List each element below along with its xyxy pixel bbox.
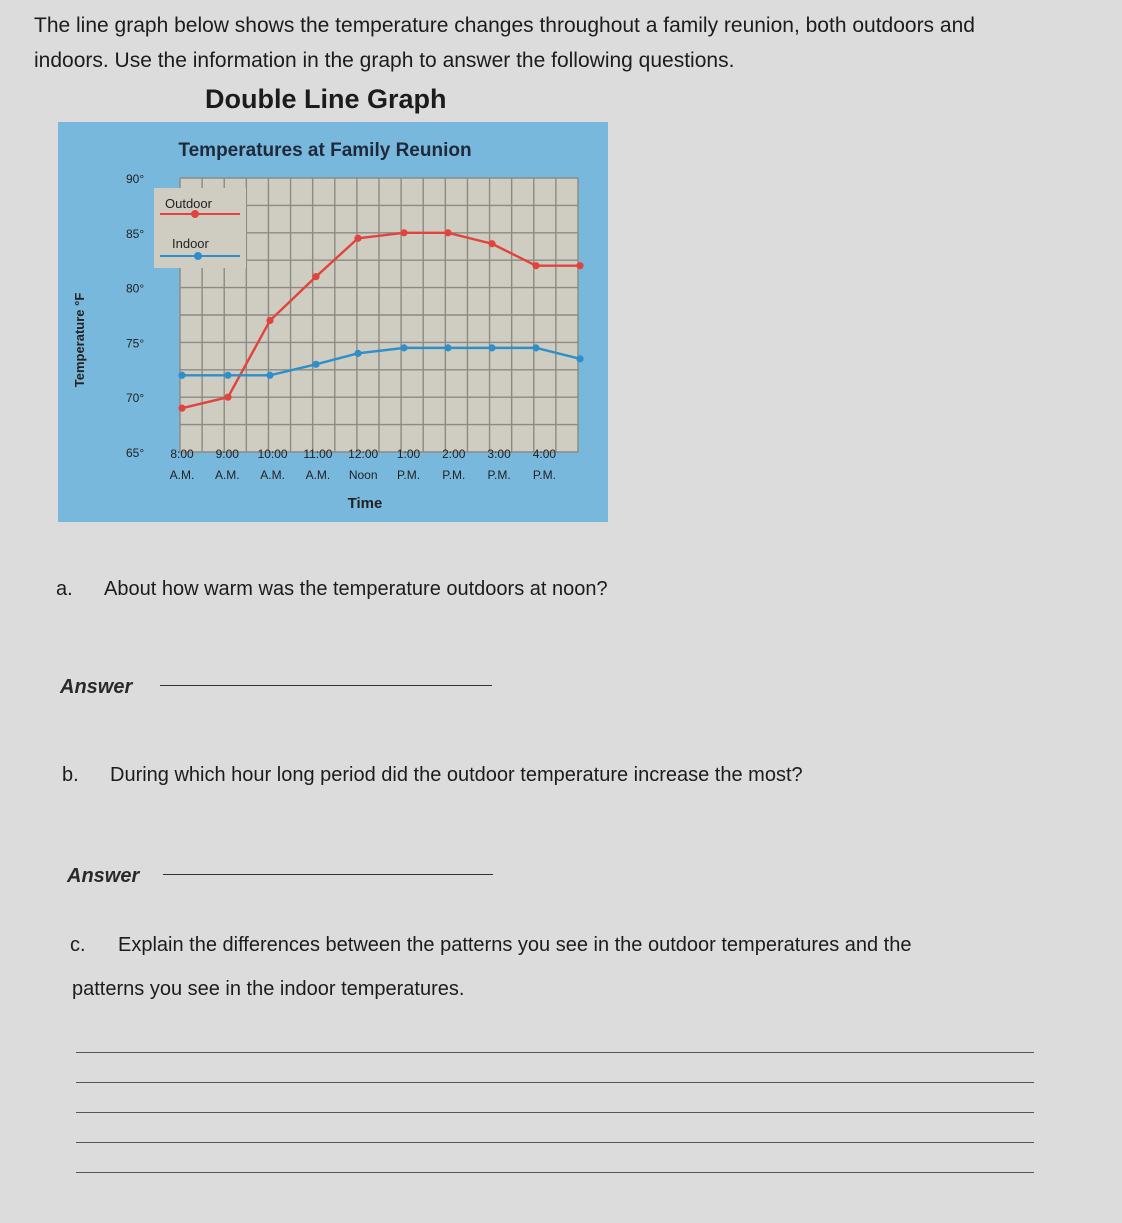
question-c bbox=[70, 934, 912, 957]
writing-line-2[interactable] bbox=[76, 1082, 1034, 1083]
y-axis-label: Temperature °F bbox=[72, 292, 87, 388]
x-tick-period: A.M. bbox=[169, 468, 195, 482]
x-tick-period: A.M. bbox=[305, 468, 331, 482]
intro-text: The line graph below shows the temperature changes throughout a family reunion, both outdoors and indoors. Use the information in the graph to answer the following questions. bbox=[34, 14, 975, 72]
y-tick-label: 85° bbox=[126, 226, 145, 241]
indoor-point bbox=[178, 372, 185, 379]
x-tick-time: 1:00 bbox=[396, 447, 421, 461]
y-tick-label: 80° bbox=[126, 281, 145, 296]
x-tick-time: 9:00 bbox=[215, 447, 239, 461]
legend-outdoor-marker bbox=[192, 211, 199, 218]
x-tick-time: 12:00 bbox=[348, 447, 379, 461]
graph-heading: Double Line Graph bbox=[205, 84, 447, 114]
line-chart bbox=[58, 122, 608, 522]
question-c-text: Explain the differences between the patterns you see in the outdoor temperatures and the bbox=[118, 934, 912, 956]
outdoor-point bbox=[400, 229, 407, 236]
question-a-text: About how warm was the temperature outdoors at noon? bbox=[104, 578, 608, 600]
outdoor-point bbox=[576, 262, 583, 269]
outdoor-point bbox=[178, 405, 185, 412]
x-tick-time: 4:00 bbox=[532, 447, 557, 461]
outdoor-point bbox=[312, 273, 319, 280]
y-tick-label: 65° bbox=[126, 446, 145, 460]
x-tick-time: 3:00 bbox=[487, 447, 511, 461]
answer-a-line[interactable] bbox=[160, 685, 492, 686]
y-tick-label: 90° bbox=[126, 172, 145, 186]
x-tick-time: 2:00 bbox=[442, 447, 466, 461]
indoor-point bbox=[444, 344, 451, 351]
x-tick-period: P.M. bbox=[442, 468, 466, 482]
indoor-point bbox=[266, 372, 273, 379]
x-tick-time: 11:00 bbox=[303, 447, 333, 461]
legend-indoor-label: Indoor bbox=[172, 236, 209, 251]
x-tick-period: Noon bbox=[348, 468, 378, 482]
outdoor-point bbox=[266, 317, 273, 324]
x-tick-time: 10:00 bbox=[257, 447, 288, 461]
x-tick-period: A.M. bbox=[214, 468, 240, 482]
chart-title: Temperatures at Family Reunion bbox=[178, 140, 472, 161]
question-b bbox=[62, 764, 803, 787]
answer-b-line[interactable] bbox=[163, 874, 493, 875]
legend-outdoor-label: Outdoor bbox=[165, 196, 212, 211]
answer-a-label: Answer bbox=[60, 676, 133, 698]
question-a-letter: a. bbox=[56, 578, 73, 600]
indoor-point bbox=[532, 344, 539, 351]
outdoor-point bbox=[224, 394, 231, 401]
y-tick-label: 75° bbox=[126, 336, 145, 351]
writing-line-5[interactable] bbox=[76, 1172, 1034, 1173]
x-tick-period: P.M. bbox=[396, 468, 421, 482]
outdoor-point bbox=[488, 240, 495, 247]
indoor-point bbox=[400, 344, 407, 351]
x-tick-period: A.M. bbox=[260, 468, 285, 482]
outdoor-point bbox=[354, 235, 361, 242]
outdoor-point bbox=[444, 229, 451, 236]
question-c-text-continued: patterns you see in the indoor temperatures. bbox=[72, 978, 465, 1000]
indoor-point bbox=[224, 372, 231, 379]
legend bbox=[154, 188, 246, 268]
outdoor-point bbox=[532, 262, 539, 269]
question-c-letter: c. bbox=[70, 934, 86, 956]
indoor-point bbox=[312, 361, 319, 368]
x-tick-period: P.M. bbox=[487, 468, 511, 482]
writing-line-4[interactable] bbox=[76, 1142, 1034, 1143]
question-b-text: During which hour long period did the outdoor temperature increase the most? bbox=[110, 764, 803, 786]
indoor-point bbox=[354, 350, 361, 357]
question-a bbox=[56, 578, 608, 601]
x-axis-label: Time bbox=[347, 495, 383, 512]
x-tick-time: 8:00 bbox=[170, 447, 194, 461]
x-tick-period: P.M. bbox=[532, 468, 556, 482]
writing-line-1[interactable] bbox=[76, 1052, 1034, 1053]
indoor-point bbox=[488, 344, 495, 351]
answer-b-label: Answer bbox=[67, 865, 140, 887]
legend-indoor-marker bbox=[195, 253, 202, 260]
writing-line-3[interactable] bbox=[76, 1112, 1034, 1113]
question-b-letter: b. bbox=[62, 764, 79, 786]
y-tick-label: 70° bbox=[126, 391, 145, 406]
indoor-point bbox=[576, 355, 583, 362]
